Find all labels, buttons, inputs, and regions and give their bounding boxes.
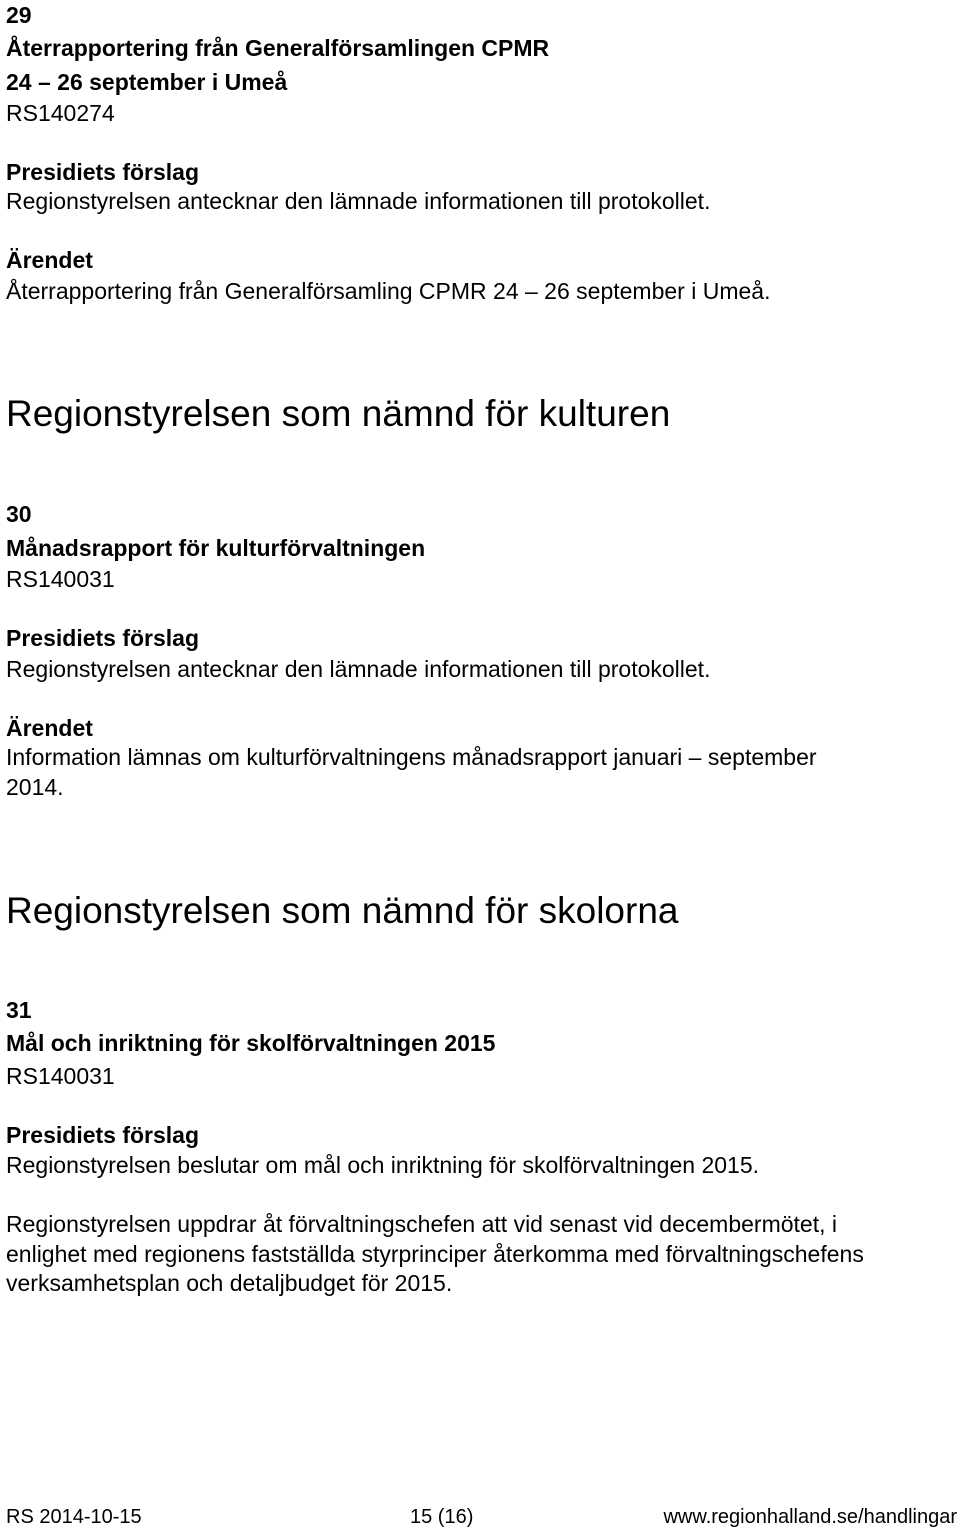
item-30-matter-text-line2: 2014. — [6, 774, 64, 800]
item-29-title-line2: 24 – 26 september i Umeå — [6, 69, 288, 95]
footer-page-number: 15 (16) — [410, 1506, 474, 1528]
item-29-matter-label: Ärendet — [6, 247, 93, 273]
item-31-ref: RS140031 — [6, 1063, 115, 1089]
item-31-number: 31 — [6, 997, 32, 1023]
item-29-proposal-text: Regionstyrelsen antecknar den lämnade informationen till protokollet. — [6, 188, 711, 214]
item-29-proposal-label: Presidiets förslag — [6, 159, 200, 185]
item-30-title: Månadsrapport för kulturförvaltningen — [6, 535, 426, 561]
item-31-title: Mål och inriktning för skolförvaltningen 2015 — [6, 1030, 496, 1056]
item-29-ref: RS140274 — [6, 100, 115, 126]
item-30-proposal-label: Presidiets förslag — [6, 625, 200, 651]
item-29-title-line1: Återrapportering från Generalförsamlingen CPMR — [6, 35, 550, 61]
section-heading-schools: Regionstyrelsen som nämnd för skolorna — [6, 890, 679, 931]
item-29-number: 29 — [6, 2, 32, 28]
footer-date: RS 2014-10-15 — [6, 1506, 142, 1528]
section-heading-culture: Regionstyrelsen som nämnd för kulturen — [6, 393, 671, 434]
item-30-matter-text-line1: Information lämnas om kulturförvaltningens månadsrapport januari – september — [6, 744, 817, 770]
item-31-proposal-text: Regionstyrelsen beslutar om mål och inriktning för skolförvaltningen 2015. — [6, 1152, 760, 1178]
item-30-ref: RS140031 — [6, 566, 115, 592]
item-30-matter-label: Ärendet — [6, 715, 93, 741]
item-31-proposal-label: Presidiets förslag — [6, 1122, 200, 1148]
item-29-matter-text: Återrapportering från Generalförsamling CPMR 24 – 26 september i Umeå. — [6, 278, 771, 304]
item-31-paragraph-line2: enlighet med regionens fastställda styrprinciper återkomma med förvaltningschefens — [6, 1241, 864, 1267]
item-31-paragraph-line1: Regionstyrelsen uppdrar åt förvaltningschefen att vid senast vid decembermötet, i — [6, 1211, 837, 1237]
footer-website: www.regionhalland.se/handlingar — [663, 1506, 957, 1528]
item-30-proposal-text: Regionstyrelsen antecknar den lämnade informationen till protokollet. — [6, 656, 711, 682]
item-30-number: 30 — [6, 501, 32, 527]
item-31-paragraph-line3: verksamhetsplan och detaljbudget för 2015. — [6, 1270, 453, 1296]
